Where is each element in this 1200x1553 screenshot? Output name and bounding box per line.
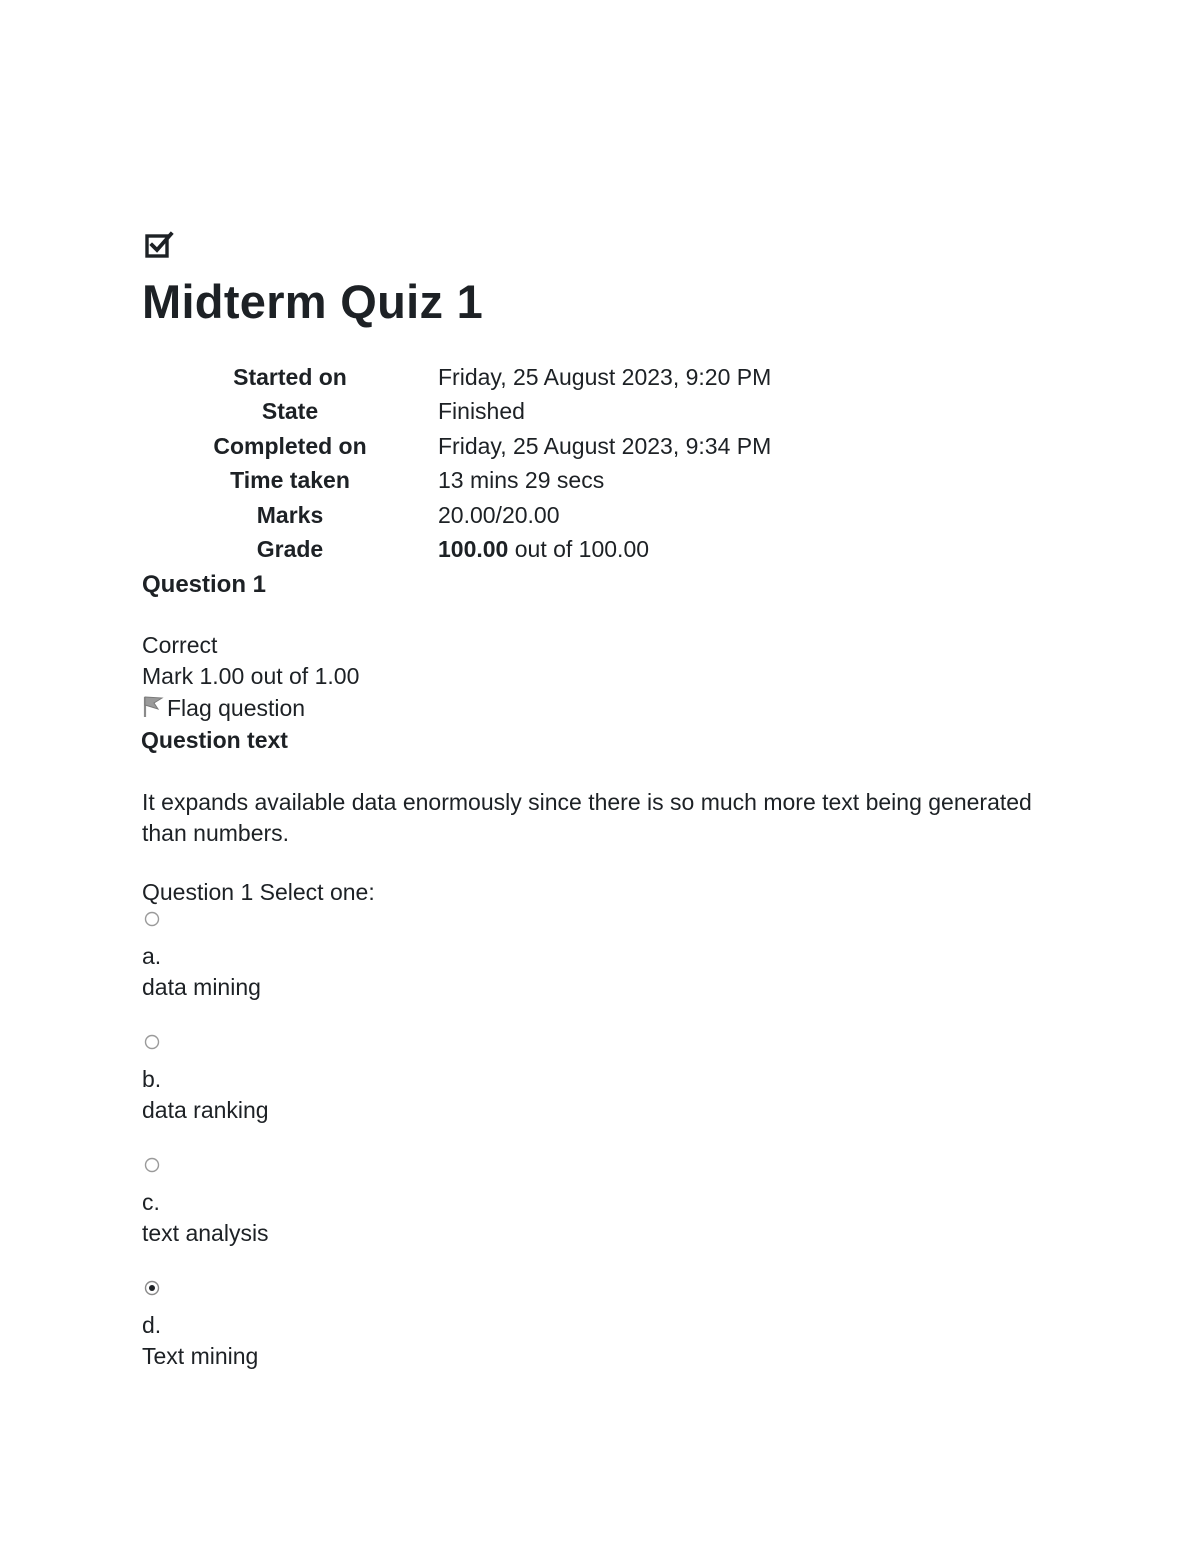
attempt-summary-table bbox=[142, 360, 771, 566]
question-heading: Question 1 bbox=[142, 571, 267, 599]
summary-row-grade bbox=[142, 532, 771, 566]
answer-option-a[interactable] bbox=[142, 911, 1062, 1003]
summary-value: Friday, 25 August 2023, 9:20 PM bbox=[438, 364, 772, 390]
question-text-label: Question text bbox=[141, 727, 288, 754]
answer-prompt: Question 1 Select one: bbox=[142, 879, 375, 906]
option-text[interactable]: data mining bbox=[142, 974, 261, 1001]
summary-label: Completed on bbox=[213, 432, 367, 459]
grade-out-of: out of 100.00 bbox=[508, 536, 650, 563]
question-mark: Mark 1.00 out of 1.00 bbox=[142, 663, 360, 690]
summary-value: Finished bbox=[438, 398, 525, 425]
flag-question-label[interactable]: Flag question bbox=[167, 695, 306, 722]
option-text[interactable]: text analysis bbox=[142, 1220, 269, 1247]
summary-row-started-on bbox=[142, 360, 771, 394]
radio-button-selected[interactable] bbox=[144, 1280, 160, 1296]
grade-score: 100.00 bbox=[438, 536, 509, 563]
answer-option-b[interactable] bbox=[142, 1034, 1062, 1126]
summary-label: Grade bbox=[256, 536, 324, 563]
summary-row-time-taken bbox=[142, 463, 771, 497]
option-text[interactable]: data ranking bbox=[142, 1097, 269, 1124]
radio-button-unselected[interactable] bbox=[144, 911, 160, 927]
question-text: It expands available data enormously since there is so much more text being generated than numbers. bbox=[142, 789, 1032, 847]
answer-option-c[interactable] bbox=[142, 1157, 1062, 1249]
option-letter: b. bbox=[142, 1066, 162, 1093]
summary-value bbox=[438, 532, 771, 566]
summary-label: Started on bbox=[233, 364, 347, 390]
summary-value: Friday, 25 August 2023, 9:34 PM bbox=[438, 432, 772, 459]
summary-value: 20.00/20.00 bbox=[438, 501, 560, 528]
flag-icon bbox=[142, 695, 164, 719]
summary-label: Time taken bbox=[230, 467, 350, 494]
summary-row-marks bbox=[142, 498, 771, 532]
summary-label: State bbox=[261, 398, 319, 425]
page-title: Midterm Quiz 1 bbox=[142, 275, 484, 328]
option-letter: c. bbox=[142, 1189, 160, 1216]
option-letter: d. bbox=[142, 1312, 162, 1339]
question-status: Correct bbox=[142, 632, 218, 659]
summary-row-state bbox=[142, 394, 771, 428]
checkbox-edit-icon bbox=[144, 230, 174, 260]
summary-label: Marks bbox=[256, 501, 324, 528]
quiz-review-page bbox=[142, 230, 1062, 1372]
option-text[interactable]: Text mining bbox=[142, 1343, 259, 1370]
flag-question-button[interactable] bbox=[142, 692, 1062, 725]
option-letter: a. bbox=[142, 943, 162, 970]
radio-button-unselected[interactable] bbox=[144, 1034, 160, 1050]
summary-row-completed-on bbox=[142, 429, 771, 463]
answer-option-d[interactable] bbox=[142, 1280, 1062, 1372]
summary-value: 13 mins 29 secs bbox=[438, 467, 605, 494]
radio-button-unselected[interactable] bbox=[144, 1157, 160, 1173]
